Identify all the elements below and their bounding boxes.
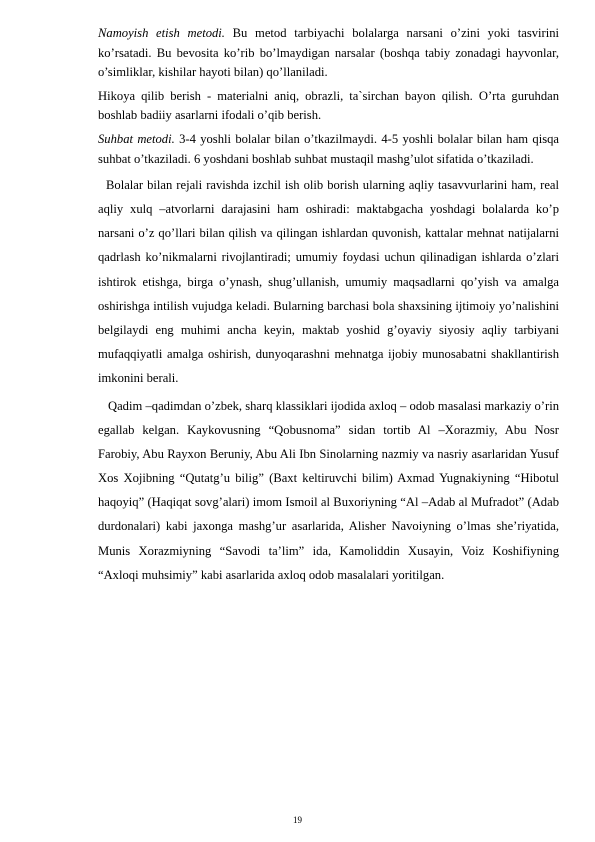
paragraph-bolalar [98, 173, 559, 390]
document-body [98, 24, 559, 591]
paragraph-text: Hikoya qilib berish - materialni aniq, obrazli, ta`sirchan bayon qilish. O’rta guruhdan boshlab badiiy asarlarni ifodali o’qib berish. [98, 88, 559, 123]
paragraph-hikoya [98, 87, 559, 126]
paragraph-text: Bu metod tarbiyachi bolalarga narsani o’zini yoki tasvirini ko’rsatadi. Bu bevosita ko’rib bo’lmaydigan narsalar (boshqa tabiy zonadagi hayvonlar, o’simliklar, kishilar hayoti bilan) qo’llaniladi. [98, 26, 559, 80]
page-number: 19 [293, 815, 302, 825]
term-namoyish-etish-metodi: Namoyish etish metodi. [98, 26, 225, 40]
paragraph-qadim [98, 394, 559, 587]
paragraph-namoyish [98, 24, 559, 83]
term-suhbat-metodi: Suhbat metodi. [98, 131, 175, 146]
paragraph-text: Qadim –qadimdan o’zbek, sharq klassiklari ijodida axloq – odob masalasi markaziy o’rin egallab kelgan. Kaykovusning “Qobusnoma” sidan tortib Al –Xorazmiy, Abu Nosr Farobiy, Abu Rayxon Beruniy, Abu Ali Ibn Sinolarning nazmiy va nasriy asarlaridan Yusuf Xos Xojibning “Qutatg’u bilig” (Baxt keltiruvchi bilim) Axmad Yugnakiyning “Hibotul haqoyiq” (Haqiqat sovg’alari) imom Ismoil al Buxoriyning “Al –Adab al Mufradot” (Adab durdonalari) kabi jaxonga mashg’ur asarlarida, Alisher Navoiyning o’lmas she’riyatida, Munis Xorazmiyning “Savodi ta’lim” ida, Kamoliddin Xusayin, Voiz Koshifiyning “Axloqi muhsimiy” kabi asarlarida axloq odob masalalari yoritilgan. [98, 399, 559, 582]
paragraph-suhbat [98, 130, 559, 169]
paragraph-text: Bolalar bilan rejali ravishda izchil ish olib borish ularning aqliy tasavvurlarini ham, real aqliy xulq –atvorlarni darajasini ham oshiradi: maktabgacha yoshdagi bolalarda ko’p narsani o’z qo’llari bilan qilish va qilingan ishlardan quvonish, kattalar mehnat natijalarni qadrlash ko’nikmalarni rivojlantiradi; umumiy foydasi uchun qilinadigan ishlarda o’zlari ishtirok etishga, birga o’ynash, shug’ullanish, umumiy maqsadlarni qo’yish va amalga oshirishga intilish vujudga keladi. Bularning barchasi bola shaxsining ijtimoiy yo’nalishini belgilaydi eng muhimi ancha keyin, maktab yoshid g’oyaviy siyosiy aqliy tarbiyani mufaqqiyatli amalga oshirish, dunyoqarashni mehnatga ijobiy munosabatni shakllantirish imkonini berali. [98, 178, 559, 385]
paragraph-text: 3-4 yoshli bolalar bilan o’tkazilmaydi. 4-5 yoshli bolalar bilan ham qisqa suhbat o’tkaziladi. 6 yoshdani boshlab suhbat mustaqil mashg’ulot sifatida o’tkaziladi. [98, 131, 559, 166]
